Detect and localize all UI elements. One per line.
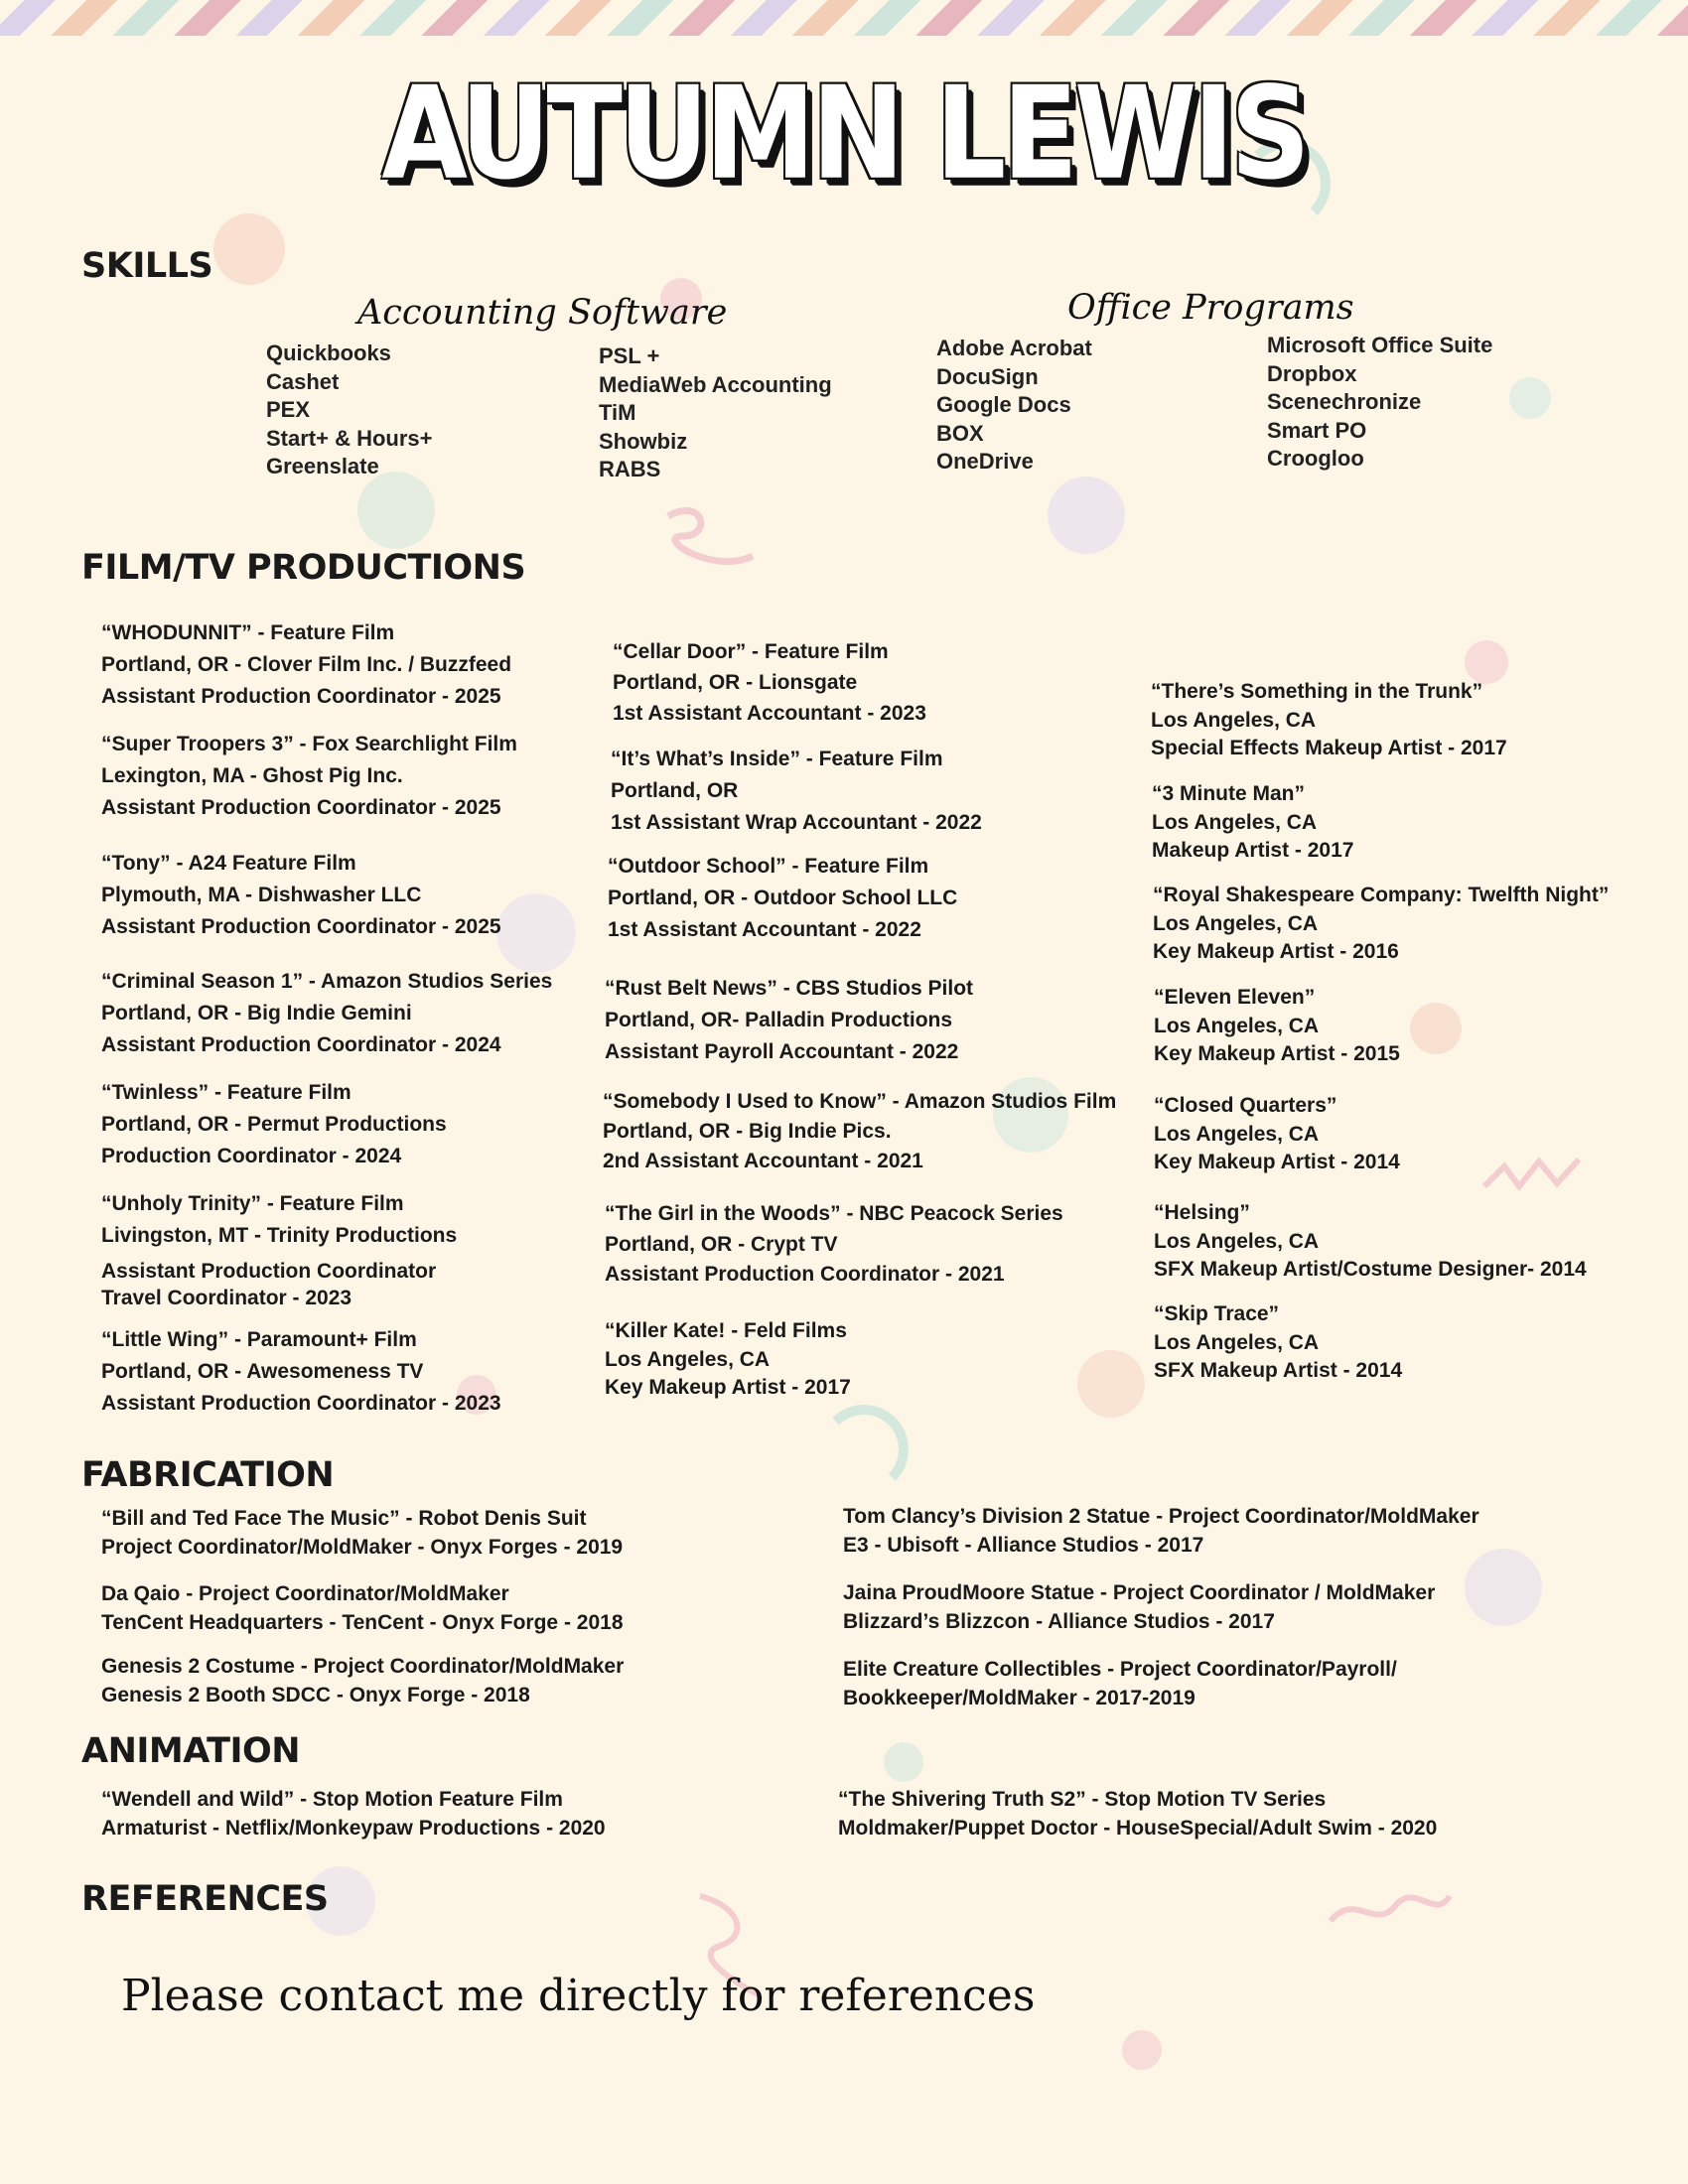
- entry-role: Armaturist - Netflix/Monkeypaw Productions - 2020: [101, 1816, 606, 1840]
- entry-title: “3 Minute Man”: [1152, 782, 1306, 805]
- skill-item: Adobe Acrobat: [936, 336, 1092, 360]
- entry-role: Key Makeup Artist - 2016: [1153, 940, 1399, 963]
- decorative-dot: [213, 213, 285, 285]
- entry-role: 1st Assistant Wrap Accountant - 2022: [611, 811, 982, 834]
- entry-role: Key Makeup Artist - 2015: [1154, 1042, 1400, 1065]
- decorative-dot: [1410, 1003, 1462, 1054]
- entry-role: Makeup Artist - 2017: [1152, 839, 1354, 862]
- entry-role: Key Makeup Artist - 2014: [1154, 1151, 1400, 1173]
- entry-role: Assistant Production Coordinator: [101, 1260, 437, 1283]
- decorative-dot: [1077, 1350, 1145, 1418]
- skill-item: Dropbox: [1267, 360, 1357, 386]
- decorative-dot: [1048, 477, 1125, 554]
- entry-location: Los Angeles, CA: [605, 1347, 771, 1371]
- accounting-software-list-1: [266, 340, 433, 481]
- skill-item: TiM: [599, 400, 636, 425]
- skill-item: Croogloo: [1267, 446, 1364, 471]
- accounting-software-list-2: [599, 342, 832, 484]
- accounting-software-heading: Accounting Software: [357, 293, 728, 333]
- office-programs-heading: Office Programs: [1067, 288, 1354, 328]
- entry-title: “Helsing”: [1154, 1201, 1250, 1224]
- production-entry: [1154, 984, 1400, 1069]
- entry-role: Special Effects Makeup Artist - 2017: [1151, 737, 1507, 759]
- entry-title: “Tony” - A24 Feature Film: [101, 852, 356, 875]
- production-entry: [1151, 678, 1507, 763]
- entry-location: Los Angeles, CA: [1154, 1014, 1320, 1037]
- entry-role: Project Coordinator/MoldMaker - Onyx Forges - 2019: [101, 1535, 624, 1559]
- entry-title: “Wendell and Wild” - Stop Motion Feature Film: [101, 1788, 563, 1811]
- entry-title: “Bill and Ted Face The Music” - Robot Denis Suit: [101, 1507, 587, 1530]
- entry-title: “Little Wing” - Paramount+ Film: [101, 1328, 417, 1351]
- production-entry: [613, 636, 926, 729]
- entry-role: Genesis 2 Booth SDCC - Onyx Forge - 2018: [101, 1683, 530, 1706]
- entry-role: SFX Makeup Artist - 2014: [1154, 1359, 1403, 1382]
- decorative-arc: [819, 1405, 909, 1494]
- section-heading-references: REFERENCES: [81, 1879, 329, 1919]
- entry-title: “Rust Belt News” - CBS Studios Pilot: [605, 977, 974, 1000]
- entry-title: “It’s What’s Inside” - Feature Film: [611, 748, 943, 770]
- entry-title: “Killer Kate! - Feld Films: [605, 1319, 847, 1342]
- animation-entry: [101, 1786, 606, 1843]
- fabrication-entry: [843, 1503, 1479, 1560]
- entry-title: “Skip Trace”: [1154, 1302, 1280, 1325]
- production-entry: [1152, 780, 1353, 866]
- entry-location: Portland, OR - Lionsgate: [613, 671, 858, 694]
- entry-location: Los Angeles, CA: [1152, 810, 1318, 834]
- production-entry: [611, 744, 982, 839]
- entry-role: Assistant Production Coordinator - 2023: [101, 1392, 501, 1415]
- production-entry: [101, 729, 517, 824]
- entry-title: Da Qaio - Project Coordinator/MoldMaker: [101, 1582, 509, 1605]
- skill-item: Quickbooks: [266, 341, 391, 365]
- entry-title: “There’s Something in the Trunk”: [1151, 680, 1483, 703]
- entry-title: Genesis 2 Costume - Project Coordinator/MoldMaker: [101, 1655, 625, 1678]
- entry-role: 1st Assistant Accountant - 2022: [608, 918, 921, 941]
- entry-location: Los Angeles, CA: [1154, 1122, 1320, 1146]
- skill-item: Greenslate: [266, 454, 379, 478]
- skill-item: PSL +: [599, 343, 660, 368]
- entry-title: “Criminal Season 1” - Amazon Studios Series: [101, 970, 553, 993]
- entry-role: Assistant Production Coordinator - 2021: [605, 1263, 1005, 1286]
- section-heading-productions: FILM/TV PRODUCTIONS: [81, 548, 526, 588]
- decorative-squiggle: [1479, 1142, 1599, 1201]
- entry-location: Los Angeles, CA: [1154, 1229, 1320, 1253]
- skill-item: PEX: [266, 397, 311, 422]
- entry-title: “Twinless” - Feature Film: [101, 1081, 352, 1104]
- entry-role: Assistant Production Coordinator - 2025: [101, 796, 501, 819]
- entry-role: Production Coordinator - 2024: [101, 1145, 402, 1167]
- entry-title: “Unholy Trinity” - Feature Film: [101, 1192, 404, 1215]
- entry-role: TenCent Headquarters - TenCent - Onyx Forge - 2018: [101, 1610, 624, 1634]
- entry-location: Portland, OR- Palladin Productions: [605, 1009, 953, 1031]
- entry-title: “Closed Quarters”: [1154, 1094, 1337, 1117]
- entry-title: “Cellar Door” - Feature Film: [613, 640, 889, 663]
- section-heading-skills: SKILLS: [81, 246, 213, 286]
- entry-location: Los Angeles, CA: [1153, 911, 1319, 935]
- office-programs-list-2: [1267, 332, 1492, 474]
- decorative-dot: [884, 1742, 923, 1782]
- office-programs-list-1: [936, 335, 1092, 477]
- entry-role: Assistant Production Coordinator - 2025: [101, 685, 501, 708]
- entry-location: Portland, OR: [611, 779, 739, 802]
- entry-role: E3 - Ubisoft - Alliance Studios - 2017: [843, 1533, 1204, 1557]
- entry-title: “Eleven Eleven”: [1154, 986, 1316, 1009]
- entry-location: Portland, OR - Crypt TV: [605, 1232, 838, 1256]
- entry-location: Plymouth, MA - Dishwasher LLC: [101, 884, 422, 906]
- entry-location: Los Angeles, CA: [1151, 708, 1317, 732]
- production-entry: [101, 1188, 457, 1311]
- production-entry: [101, 848, 501, 943]
- entry-role: 1st Assistant Accountant - 2023: [613, 702, 926, 725]
- entry-title: “Outdoor School” - Feature Film: [608, 855, 929, 878]
- production-entry: [605, 973, 973, 1068]
- fabrication-entry: [843, 1579, 1435, 1636]
- entry-location: Portland, OR - Permut Productions: [101, 1113, 447, 1136]
- production-entry: [605, 1199, 1063, 1291]
- production-entry: [1153, 882, 1609, 967]
- production-entry: [101, 617, 511, 713]
- section-heading-animation: ANIMATION: [81, 1731, 301, 1771]
- decorative-dot: [1509, 377, 1551, 419]
- entry-title: “Royal Shakespeare Company: Twelfth Night”: [1153, 884, 1610, 906]
- references-note: Please contact me directly for references: [121, 1971, 1036, 2021]
- resume-name-title: AUTUMN LEWIS: [381, 60, 1307, 208]
- entry-role: Travel Coordinator - 2023: [101, 1287, 352, 1309]
- fabrication-entry: [843, 1656, 1397, 1712]
- decorative-stripe-border: [0, 0, 1688, 36]
- entry-role: Blizzard’s Blizzcon - Alliance Studios - 2017: [843, 1609, 1275, 1633]
- decorative-squiggle: [1326, 1881, 1455, 1941]
- skill-item: Scenechronize: [1267, 389, 1422, 414]
- production-entry: [101, 966, 552, 1061]
- fabrication-entry: [101, 1653, 624, 1709]
- decorative-dot: [496, 893, 576, 973]
- decorative-dot: [357, 472, 435, 549]
- entry-title: “WHODUNNIT” - Feature Film: [101, 621, 395, 644]
- entry-role: Moldmaker/Puppet Doctor - HouseSpecial/Adult Swim - 2020: [838, 1816, 1438, 1840]
- entry-title: “The Shivering Truth S2” - Stop Motion TV Series: [838, 1788, 1327, 1811]
- entry-role: Assistant Payroll Accountant - 2022: [605, 1040, 959, 1063]
- skill-item: DocuSign: [936, 363, 1039, 389]
- production-entry: [605, 1317, 851, 1403]
- entry-title: “Somebody I Used to Know” - Amazon Studios Film: [603, 1090, 1117, 1113]
- entry-location: Portland, OR - Clover Film Inc. / Buzzfeed: [101, 653, 512, 676]
- entry-location: Lexington, MA - Ghost Pig Inc.: [101, 764, 403, 787]
- skill-item: RABS: [599, 457, 661, 481]
- production-entry: [1154, 1092, 1400, 1177]
- entry-title: “The Girl in the Woods” - NBC Peacock Series: [605, 1202, 1063, 1225]
- entry-location: Los Angeles, CA: [1154, 1330, 1320, 1354]
- entry-location: Livingston, MT - Trinity Productions: [101, 1224, 458, 1247]
- skill-item: Google Docs: [936, 392, 1071, 417]
- production-entry: [603, 1087, 1116, 1176]
- section-heading-fabrication: FABRICATION: [81, 1455, 335, 1495]
- entry-role: Assistant Production Coordinator - 2024: [101, 1033, 501, 1056]
- production-entry: [1154, 1300, 1402, 1386]
- entry-role: SFX Makeup Artist/Costume Designer- 2014: [1154, 1258, 1587, 1281]
- production-entry: [101, 1324, 501, 1420]
- fabrication-entry: [101, 1580, 624, 1637]
- skill-item: MediaWeb Accounting: [599, 371, 832, 397]
- entry-location: Portland, OR - Big Indie Gemini: [101, 1002, 412, 1024]
- entry-location: Portland, OR - Awesomeness TV: [101, 1360, 424, 1383]
- decorative-dot: [1465, 1549, 1542, 1626]
- entry-role: 2nd Assistant Accountant - 2021: [603, 1150, 923, 1172]
- entry-role: Bookkeeper/MoldMaker - 2017-2019: [843, 1686, 1196, 1709]
- fabrication-entry: [101, 1505, 623, 1562]
- skill-item: Microsoft Office Suite: [1267, 333, 1493, 357]
- entry-title: Elite Creature Collectibles - Project Coordinator/Payroll/: [843, 1658, 1397, 1681]
- skill-item: Start+ & Hours+: [266, 425, 433, 451]
- skill-item: Showbiz: [599, 428, 688, 454]
- entry-role: Key Makeup Artist - 2017: [605, 1376, 851, 1399]
- decorative-squiggle: [663, 496, 763, 576]
- skill-item: Smart PO: [1267, 417, 1367, 443]
- decorative-dot: [1122, 2030, 1162, 2070]
- skill-item: BOX: [936, 420, 984, 446]
- entry-title: Tom Clancy’s Division 2 Statue - Project Coordinator/MoldMaker: [843, 1505, 1479, 1528]
- entry-title: Jaina ProudMoore Statue - Project Coordinator / MoldMaker: [843, 1581, 1436, 1604]
- entry-location: Portland, OR - Big Indie Pics.: [603, 1120, 892, 1143]
- entry-location: Portland, OR - Outdoor School LLC: [608, 887, 958, 909]
- skill-item: Cashet: [266, 368, 340, 394]
- production-entry: [1154, 1199, 1587, 1285]
- animation-entry: [838, 1786, 1437, 1843]
- production-entry: [101, 1077, 447, 1172]
- entry-title: “Super Troopers 3” - Fox Searchlight Film: [101, 733, 517, 755]
- skill-item: OneDrive: [936, 449, 1034, 474]
- entry-role: Assistant Production Coordinator - 2025: [101, 915, 501, 938]
- production-entry: [608, 851, 957, 946]
